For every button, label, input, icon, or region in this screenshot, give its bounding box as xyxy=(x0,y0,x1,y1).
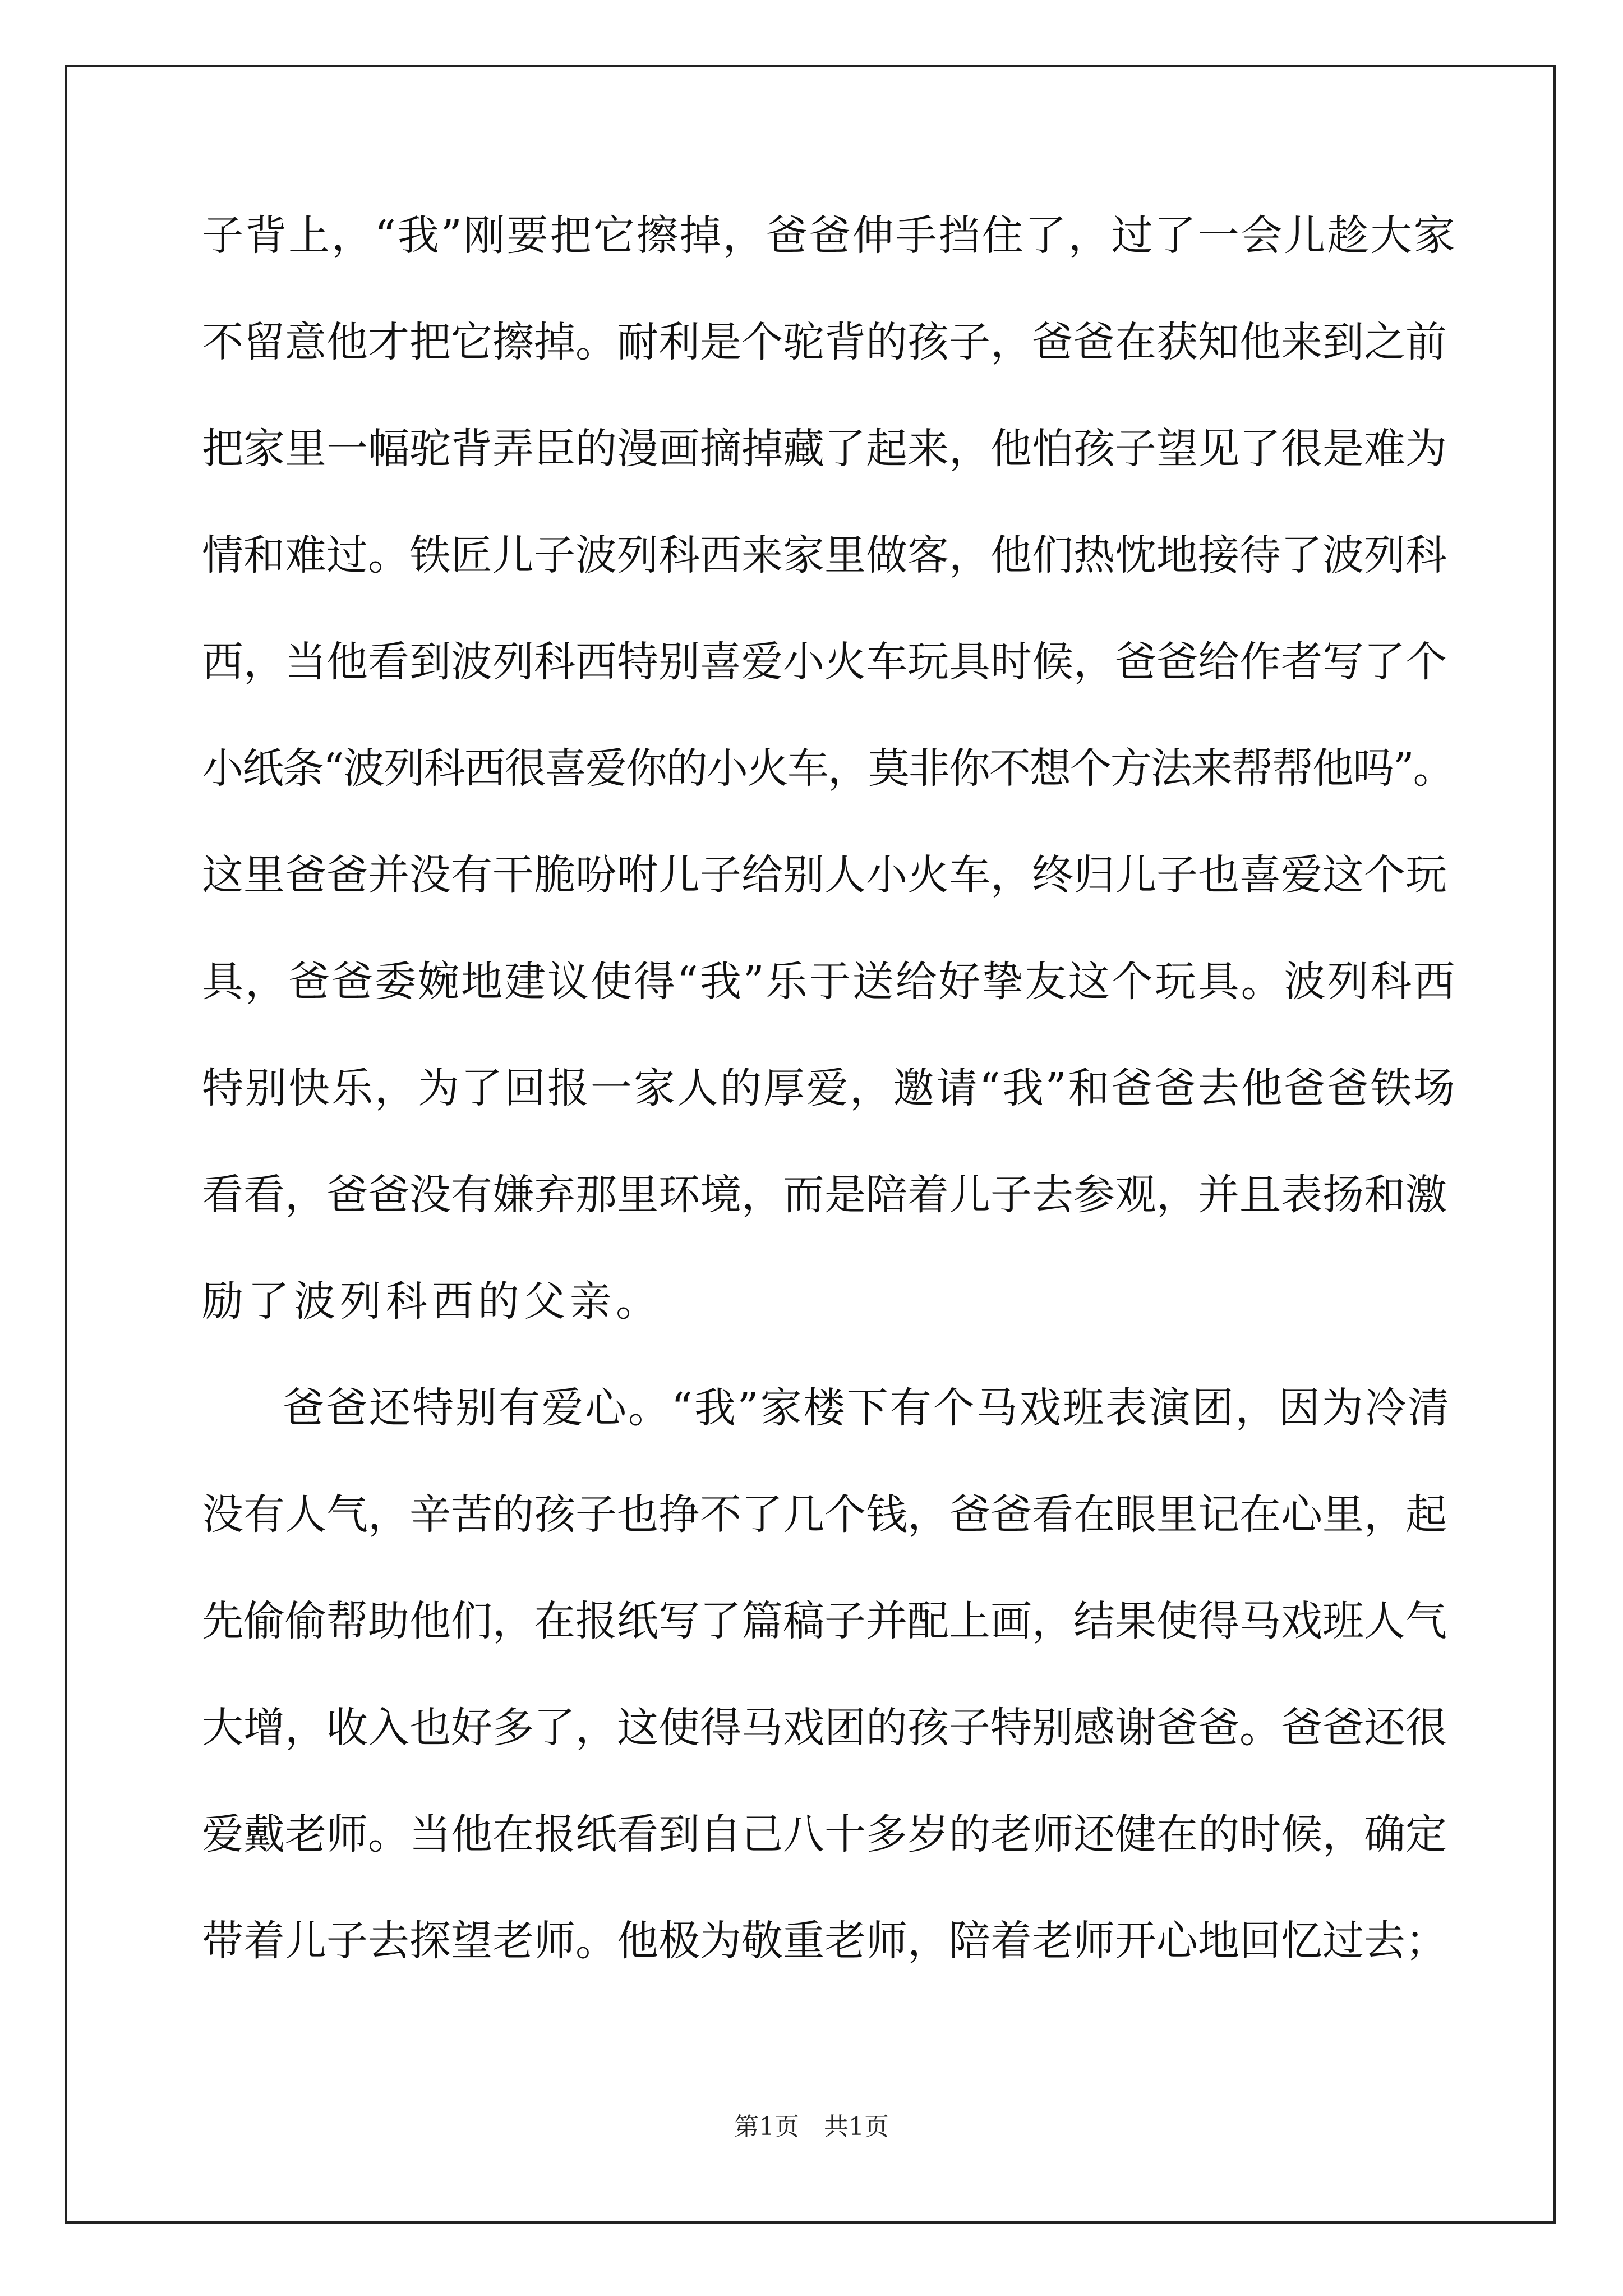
paragraph-first-line: 爸爸还特别有爱心。“我”家楼下有个马戏班表演团，因为冷清 xyxy=(283,1384,1451,1432)
text-line: 西，当他看到波列科西特别喜爱小火车玩具时候，爸爸给作者写了个 xyxy=(202,638,1447,686)
page-number-footer: 第1页 共1页 xyxy=(734,2113,889,2141)
text-line: 励了波列科西的父亲。 xyxy=(202,1277,662,1326)
text-line: 小纸条“波列科西很喜爱你的小火车，莫非你不想个方法来帮帮他吗”。 xyxy=(202,744,1454,793)
text-line: 带着儿子去探望老师。他极为敬重老师，陪着老师开心地回忆过去； xyxy=(202,1917,1447,1965)
text-line: 先偷偷帮助他们，在报纸写了篇稿子并配上画，结果使得马戏班人气 xyxy=(202,1597,1447,1645)
page-border xyxy=(65,65,1556,2224)
text-line: 具，爸爸委婉地建议使得“我”乐于送给好挚友这个玩具。波列科西 xyxy=(202,958,1457,1006)
text-line: 大增，收入也好多了，这使得马戏团的孩子特别感谢爸爸。爸爸还很 xyxy=(202,1704,1447,1752)
text-line: 没有人气，辛苦的孩子也挣不了几个钱，爸爸看在眼里记在心里，起 xyxy=(202,1490,1447,1539)
text-line: 不留意他才把它擦掉。耐利是个驼背的孩子，爸爸在获知他来到之前 xyxy=(202,318,1447,366)
text-line: 爱戴老师。当他在报纸看到自己八十多岁的老师还健在的时候，确定 xyxy=(202,1810,1447,1858)
text-line: 看看，爸爸没有嫌弃那里环境，而是陪着儿子去参观，并且表扬和激 xyxy=(202,1171,1447,1219)
text-line: 情和难过。铁匠儿子波列科西来家里做客，他们热忱地接待了波列科 xyxy=(202,531,1447,579)
text-line: 把家里一幅驼背弄臣的漫画摘掉藏了起来，他怕孩子望见了很是难为 xyxy=(202,425,1447,473)
text-line: 特别快乐，为了回报一家人的厚爱，邀请“我”和爸爸去他爸爸铁场 xyxy=(202,1064,1457,1112)
text-line: 这里爸爸并没有干脆吩咐儿子给别人小火车，终归儿子也喜爱这个玩 xyxy=(202,851,1447,899)
text-line: 子背上，“我”刚要把它擦掉，爸爸伸手挡住了，过了一会儿趁大家 xyxy=(202,211,1457,260)
